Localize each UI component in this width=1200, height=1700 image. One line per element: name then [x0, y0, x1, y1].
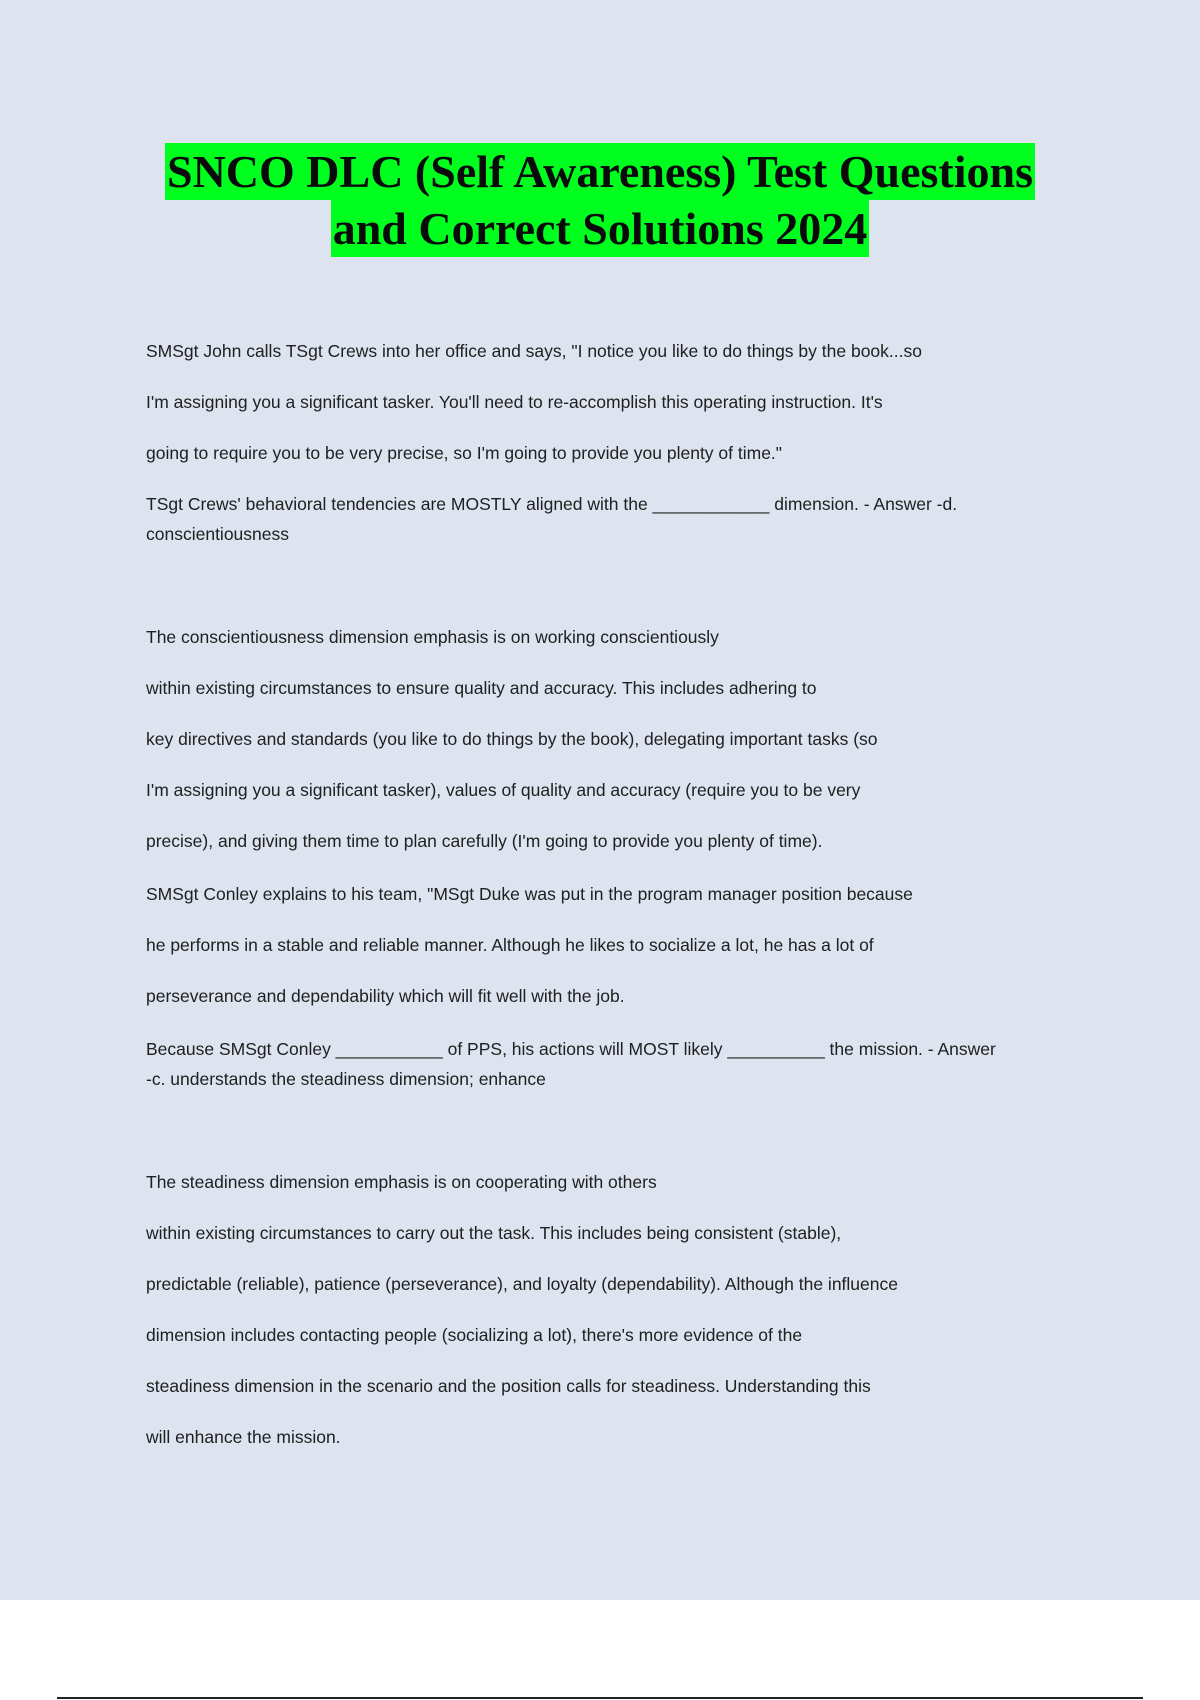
q1-explanation-line: I'm assigning you a significant tasker), values of quality and accuracy (require you to be very — [146, 780, 861, 800]
q2-explanation-line: will enhance the mission. — [146, 1427, 341, 1447]
title-line-1: SNCO DLC (Self Awareness) Test Questions — [165, 143, 1035, 200]
q2-scenario-line: perseverance and dependability which will fit well with the job. — [146, 986, 625, 1006]
q1-explanation — [146, 612, 1086, 867]
q2-question-answer — [146, 1034, 1086, 1094]
q2-explanation-line: steadiness dimension in the scenario and the position calls for steadiness. Understanding this — [146, 1376, 871, 1396]
document-title — [0, 143, 1200, 257]
q1-question-answer — [146, 489, 1086, 549]
q1-explanation-line: within existing circumstances to ensure quality and accuracy. This includes adhering to — [146, 678, 817, 698]
q2-explanation-line: within existing circumstances to carry out the task. This includes being consistent (stable), — [146, 1223, 842, 1243]
q1-scenario — [146, 326, 1086, 479]
q2-scenario — [146, 869, 1086, 1022]
q2-scenario-line: SMSgt Conley explains to his team, "MSgt Duke was put in the program manager position because — [146, 884, 913, 904]
q2-explanation-line: The steadiness dimension emphasis is on cooperating with others — [146, 1172, 657, 1192]
q2-scenario-line: he performs in a stable and reliable manner. Although he likes to socialize a lot, he has a lot of — [146, 935, 874, 955]
q2-explanation-line: predictable (reliable), patience (perseverance), and loyalty (dependability). Although the influence — [146, 1274, 898, 1294]
footer-divider — [57, 1697, 1143, 1699]
q1-scenario-line: going to require you to be very precise, so I'm going to provide you plenty of time." — [146, 443, 783, 463]
q2-question-line: Because SMSgt Conley ___________ of PPS, his actions will MOST likely __________ the mission. - Answer — [146, 1039, 996, 1059]
q1-question-line: TSgt Crews' behavioral tendencies are MOSTLY aligned with the ____________ dimension. - Answer -d. — [146, 494, 958, 514]
q1-scenario-line: SMSgt John calls TSgt Crews into her office and says, "I notice you like to do things by the book...so — [146, 341, 922, 361]
q2-explanation — [146, 1157, 1086, 1463]
q1-answer-line: conscientiousness — [146, 524, 289, 544]
q1-scenario-line: I'm assigning you a significant tasker. You'll need to re-accomplish this operating instruction. It's — [146, 392, 883, 412]
q2-explanation-line: dimension includes contacting people (socializing a lot), there's more evidence of the — [146, 1325, 803, 1345]
q2-answer-line: -c. understands the steadiness dimension; enhance — [146, 1069, 546, 1089]
q1-explanation-line: key directives and standards (you like to do things by the book), delegating important tasks (so — [146, 729, 878, 749]
title-line-2: and Correct Solutions 2024 — [331, 200, 870, 257]
q1-explanation-line: The conscientiousness dimension emphasis is on working conscientiously — [146, 627, 719, 647]
q1-explanation-line: precise), and giving them time to plan carefully (I'm going to provide you plenty of time). — [146, 831, 823, 851]
